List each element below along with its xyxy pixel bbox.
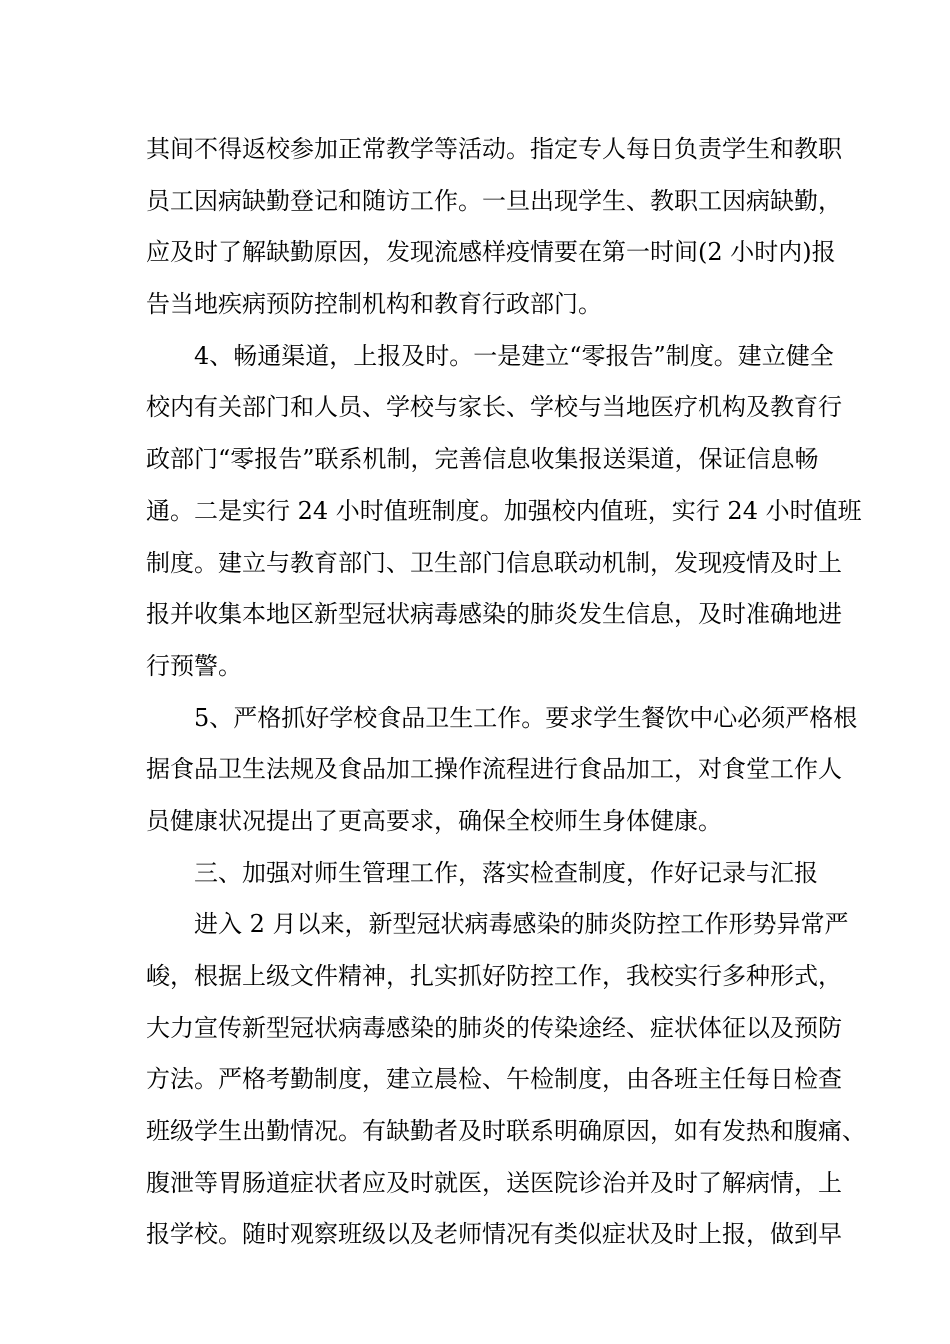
text-line: 据食品卫生法规及食品加工操作流程进行食品加工，对食堂工作人 [146, 755, 842, 784]
section-heading: 三、加强对师生管理工作，落实检查制度，作好记录与汇报 [194, 858, 818, 887]
paragraph-4-first-line: 4、畅通渠道，上报及时。一是建立“零报告”制度。建立健全 [194, 341, 834, 370]
text-line: 腹泄等胃肠道症状者应及时就医，送医院诊治并及时了解病情，上 [146, 1168, 842, 1197]
text-line: 员工因病缺勤登记和随访工作。一旦出现学生、教职工因病缺勤， [146, 186, 842, 215]
text-line: 行预警。 [146, 651, 242, 680]
text-line: 政部门“零报告”联系机制，完善信息收集报送渠道，保证信息畅 [146, 445, 819, 474]
text-line: 其间不得返校参加正常教学等活动。指定专人每日负责学生和教职 [146, 135, 842, 163]
text-line: 报学校。随时观察班级以及老师情况有类似症状及时上报，做到早 [146, 1220, 842, 1249]
text-line: 告当地疾病预防控制机构和教育行政部门。 [146, 290, 602, 319]
text-line: 峻，根据上级文件精神，扎实抓好防控工作，我校实行多种形式， [146, 962, 842, 990]
text-line: 应及时了解缺勤原因，发现流感样疫情要在第一时间(2 小时内)报 [146, 238, 836, 267]
text-line: 通。二是实行 24 小时值班制度。加强校内值班，实行 24 小时值班 [146, 496, 862, 525]
text-line: 班级学生出勤情况。有缺勤者及时联系明确原因，如有发热和腹痛、 [146, 1117, 866, 1146]
paragraph-5-first-line: 5、严格抓好学校食品卫生工作。要求学生餐饮中心必须严格根 [194, 703, 858, 732]
text-line: 大力宣传新型冠状病毒感染的肺炎的传染途经、症状体征以及预防 [146, 1013, 842, 1042]
text-line: 方法。严格考勤制度，建立晨检、午检制度，由各班主任每日检查 [146, 1065, 842, 1094]
body-text [146, 124, 866, 1261]
paragraph-first-line: 进入 2 月以来，新型冠状病毒感染的肺炎防控工作形势异常严 [194, 910, 849, 939]
text-line: 校内有关部门和人员、学校与家长、学校与当地医疗机构及教育行 [146, 393, 842, 422]
text-line: 员健康状况提出了更高要求，确保全校师生身体健康。 [146, 806, 722, 835]
text-line: 报并收集本地区新型冠状病毒感染的肺炎发生信息，及时准确地进 [146, 600, 842, 629]
text-line: 制度。建立与教育部门、卫生部门信息联动机制，发现疫情及时上 [146, 548, 842, 577]
